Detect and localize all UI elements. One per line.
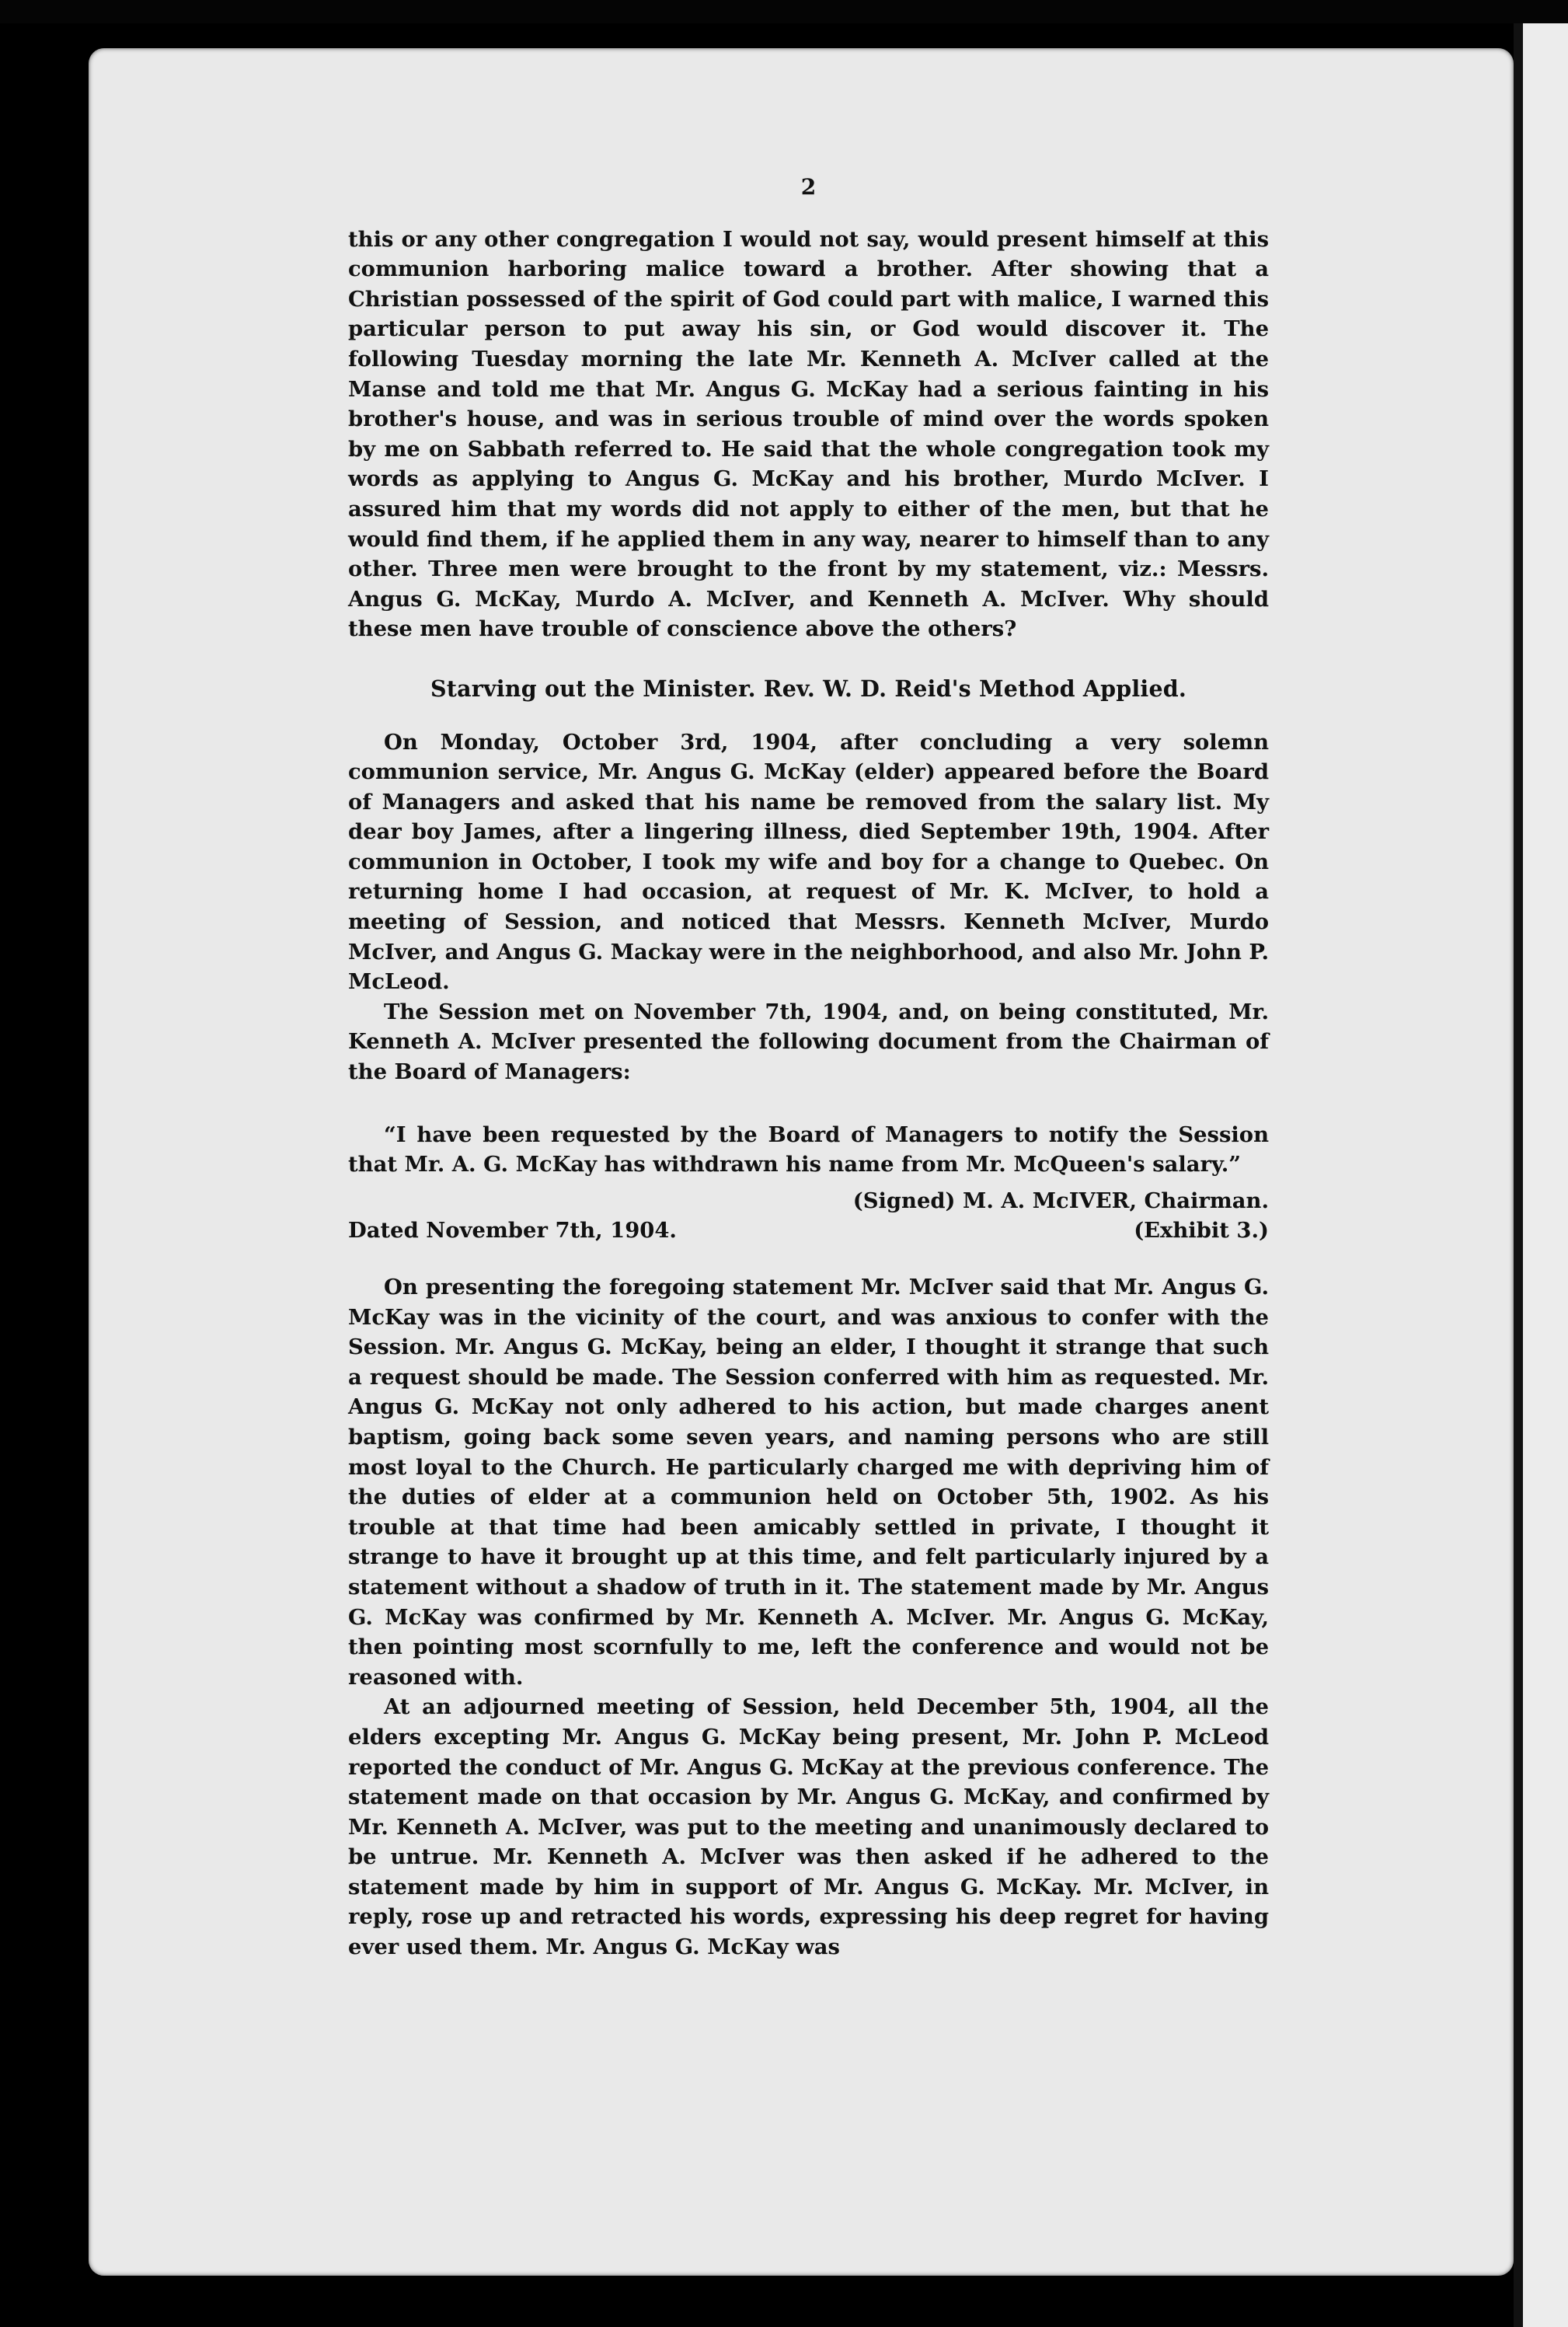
paragraph-board-of-managers: On Monday, October 3rd, 1904, after concluding a very solemn communion service, Mr. Angus G. McKay (elder) appeared before the Board of Managers and asked that his name be removed from the salary list. My dear boy James, after a lingering illness, died September 19th, 1904. After communion in October, I took my wife and boy for a change to Quebec. On returning home I had occasion, at request of Mr. K. McIver, to hold a meeting of Session, and noticed that Messrs. Kenneth McIver, Murdo McIver, and Angus G. Mackay were in the neighborhood, and also Mr. John P. McLeod. — [348, 729, 1269, 995]
signature-row — [348, 1186, 1269, 1216]
document-date: Dated November 7th, 1904. — [348, 1218, 677, 1244]
page-number: 2 — [800, 174, 817, 200]
adjacent-page-edge — [1523, 23, 1568, 2327]
exhibit-label: (Exhibit 3.) — [1134, 1218, 1269, 1244]
paragraph-presenting-statement: On presenting the foregoing statement Mr. McIver said that Mr. Angus G. McKay was in the vicinity of the court, and was anxious to confer with the Session. Mr. Angus G. McKay, being an elder, I thought it strange that such a request should be made. The Session conferred with him as requested. Mr. Angus G. McKay not only adhered to his action, but made charges anent baptism, going back some seven years, and naming persons who are still most loyal to the Church. He particularly charged me with depriving him of the duties of elder at a communion held on October 5th, 1902. As his trouble at that time had been amicably settled in private, I thought it strange to have it brought up at this time, and felt particularly injured by a statement without a shadow of truth in it. The statement made by Mr. Angus G. McKay was confirmed by Mr. Kenneth A. McIver. Mr. Angus G. McKay, then pointing most scornfully to me, left the conference and would not be reasoned with. — [348, 1275, 1269, 1690]
signature: (Signed) M. A. McIVER, Chairman. — [852, 1188, 1269, 1213]
paragraph-session-met: The Session met on November 7th, 1904, and, on being constituted, Mr. Kenneth A. McIver presented the following document from the Chairman of the Board of Managers: — [348, 999, 1269, 1085]
paragraph-adjourned-meeting: At an adjourned meeting of Session, held December 5th, 1904, all the elders excepting Mr. Angus G. McKay being present, Mr. John P. McLeod reported the conduct of Mr. Angus G. McKay at the previous conference. The statement made on that occasion by Mr. Angus G. McKay, and confirmed by Mr. Kenneth A. McIver, was put to the meeting and unanimously declared to be untrue. Mr. Kenneth A. McIver was then asked if he adhered to the statement made by him in support of Mr. Angus G. McKay. Mr. McIver, in reply, rose up and retracted his words, expressing his deep regret for having ever used them. Mr. Angus G. McKay was — [348, 1694, 1269, 1960]
paragraph-continuation: this or any other congregation I would not say, would present himself at this communion harboring malice toward a brother. After showing that a Christian possessed of the spirit of God could part with malice, I warned this particular person to put away his sin, or God would discover it. The following Tuesday morning the late Mr. Kenneth A. McIver called at the Manse and told me that Mr. Angus G. McKay had a serious fainting in his brother's house, and was in serious trouble of mind over the words spoken by me on Sabbath referred to. He said that the whole congregation took my words as applying to Angus G. McKay and his brother, Murdo McIver. I assured him that my words did not apply to either of the men, but that he would find them, if he applied them in any way, nearer to himself than to any other. Three men were brought to the front by my statement, viz.: Messrs. Angus G. McKay, Murdo A. McIver, and Kenneth A. McIver. Why should these men have trouble of conscience above the others? — [348, 226, 1269, 642]
quoted-document: “I have been requested by the Board of Managers to notify the Session that Mr. A. G. McKay has withdrawn his name from Mr. McQueen's salary.” — [348, 1122, 1269, 1177]
spacer — [348, 1246, 1269, 1272]
page-text — [348, 173, 1269, 1962]
scan-border-top — [0, 0, 1568, 23]
date-row — [348, 1216, 1269, 1246]
section-heading: Starving out the Minister. Rev. W. D. Reid's Method Applied. — [430, 675, 1187, 702]
